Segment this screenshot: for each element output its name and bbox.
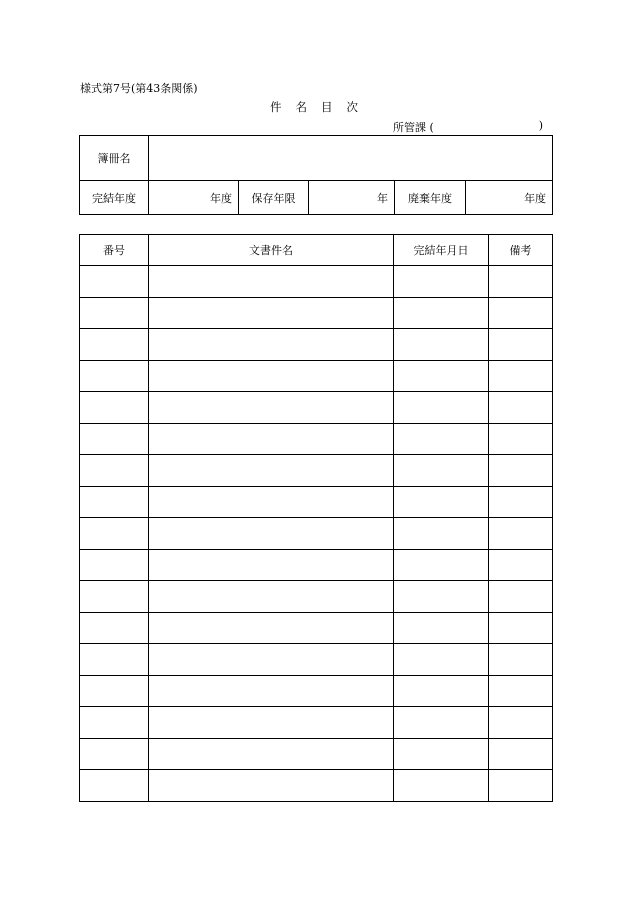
remarks-cell[interactable] [489, 329, 553, 361]
number-cell[interactable] [80, 770, 149, 802]
number-cell[interactable] [80, 675, 149, 707]
table-row [80, 266, 553, 298]
document-title-cell[interactable] [149, 392, 394, 424]
column-header-remarks: 備考 [489, 235, 553, 266]
remarks-cell[interactable] [489, 581, 553, 613]
completion-date-cell[interactable] [394, 612, 489, 644]
number-cell[interactable] [80, 518, 149, 550]
completion-date-cell[interactable] [394, 518, 489, 550]
remarks-cell[interactable] [489, 455, 553, 487]
document-title-cell[interactable] [149, 518, 394, 550]
document-title-cell[interactable] [149, 612, 394, 644]
document-title-cell[interactable] [149, 770, 394, 802]
number-cell[interactable] [80, 581, 149, 613]
document-title-cell[interactable] [149, 738, 394, 770]
document-list-table [79, 234, 553, 802]
department-paren-close: ) [538, 119, 543, 132]
column-header-number: 番号 [80, 235, 149, 266]
number-cell[interactable] [80, 266, 149, 298]
completion-date-cell[interactable] [394, 549, 489, 581]
remarks-cell[interactable] [489, 549, 553, 581]
number-cell[interactable] [80, 486, 149, 518]
table-row [80, 360, 553, 392]
completion-date-cell[interactable] [394, 644, 489, 676]
remarks-cell[interactable] [489, 770, 553, 802]
document-title-cell[interactable] [149, 486, 394, 518]
number-cell[interactable] [80, 329, 149, 361]
document-title-cell[interactable] [149, 675, 394, 707]
completion-year-field[interactable] [149, 181, 239, 215]
department-paren-open: ( [429, 121, 434, 134]
column-header-document-title: 文書件名 [149, 235, 394, 266]
document-title-cell[interactable] [149, 297, 394, 329]
table-row [80, 392, 553, 424]
ledger-name-label: 簿冊名 [80, 136, 149, 181]
document-title-cell[interactable] [149, 360, 394, 392]
remarks-cell[interactable] [489, 518, 553, 550]
completion-date-cell[interactable] [394, 297, 489, 329]
completion-date-cell[interactable] [394, 266, 489, 298]
remarks-cell[interactable] [489, 612, 553, 644]
completion-date-cell[interactable] [394, 581, 489, 613]
document-title-cell[interactable] [149, 455, 394, 487]
column-header-completion-date: 完結年月日 [394, 235, 489, 266]
form-number-label: 様式第7号(第43条関係) [80, 82, 198, 95]
document-title-cell[interactable] [149, 266, 394, 298]
remarks-cell[interactable] [489, 644, 553, 676]
remarks-cell[interactable] [489, 738, 553, 770]
remarks-cell[interactable] [489, 297, 553, 329]
completion-date-cell[interactable] [394, 455, 489, 487]
table-row [80, 329, 553, 361]
number-cell[interactable] [80, 612, 149, 644]
number-cell[interactable] [80, 360, 149, 392]
document-title-cell[interactable] [149, 644, 394, 676]
retention-period-unit: 年 [377, 191, 388, 205]
table-row [80, 675, 553, 707]
retention-period-label: 保存年限 [239, 181, 309, 215]
department-label: 所管課 [393, 121, 426, 134]
table-row [80, 518, 553, 550]
table-row [80, 581, 553, 613]
table-row [80, 738, 553, 770]
department-field [393, 119, 543, 135]
document-title-cell[interactable] [149, 329, 394, 361]
table-row [80, 644, 553, 676]
table-row [80, 770, 553, 802]
completion-year-label: 完結年度 [80, 181, 149, 215]
remarks-cell[interactable] [489, 423, 553, 455]
document-title-cell[interactable] [149, 581, 394, 613]
completion-date-cell[interactable] [394, 707, 489, 739]
completion-date-cell[interactable] [394, 360, 489, 392]
table-row [80, 486, 553, 518]
completion-date-cell[interactable] [394, 675, 489, 707]
document-title-cell[interactable] [149, 549, 394, 581]
table-row [80, 612, 553, 644]
number-cell[interactable] [80, 455, 149, 487]
number-cell[interactable] [80, 738, 149, 770]
completion-date-cell[interactable] [394, 770, 489, 802]
remarks-cell[interactable] [489, 266, 553, 298]
number-cell[interactable] [80, 644, 149, 676]
table-row [80, 707, 553, 739]
document-title-cell[interactable] [149, 707, 394, 739]
remarks-cell[interactable] [489, 360, 553, 392]
number-cell[interactable] [80, 297, 149, 329]
completion-date-cell[interactable] [394, 738, 489, 770]
table-row [80, 423, 553, 455]
retention-period-field[interactable] [309, 181, 395, 215]
table-row [80, 549, 553, 581]
completion-year-unit: 年度 [210, 191, 232, 205]
disposal-year-unit: 年度 [524, 191, 547, 205]
remarks-cell[interactable] [489, 707, 553, 739]
number-cell[interactable] [80, 549, 149, 581]
number-cell[interactable] [80, 392, 149, 424]
document-title-cell[interactable] [149, 423, 394, 455]
completion-date-cell[interactable] [394, 486, 489, 518]
number-cell[interactable] [80, 707, 149, 739]
completion-date-cell[interactable] [394, 329, 489, 361]
completion-date-cell[interactable] [394, 392, 489, 424]
disposal-year-field[interactable] [466, 181, 553, 215]
remarks-cell[interactable] [489, 486, 553, 518]
table-row [80, 455, 553, 487]
ledger-name-field[interactable] [149, 136, 553, 181]
document-title: 件名目次 [270, 100, 372, 114]
table-row [80, 297, 553, 329]
number-cell[interactable] [80, 423, 149, 455]
list-header-row [80, 235, 553, 266]
completion-date-cell[interactable] [394, 423, 489, 455]
disposal-year-label: 廃棄年度 [395, 181, 466, 215]
remarks-cell[interactable] [489, 675, 553, 707]
ledger-header-table [79, 135, 553, 215]
remarks-cell[interactable] [489, 392, 553, 424]
